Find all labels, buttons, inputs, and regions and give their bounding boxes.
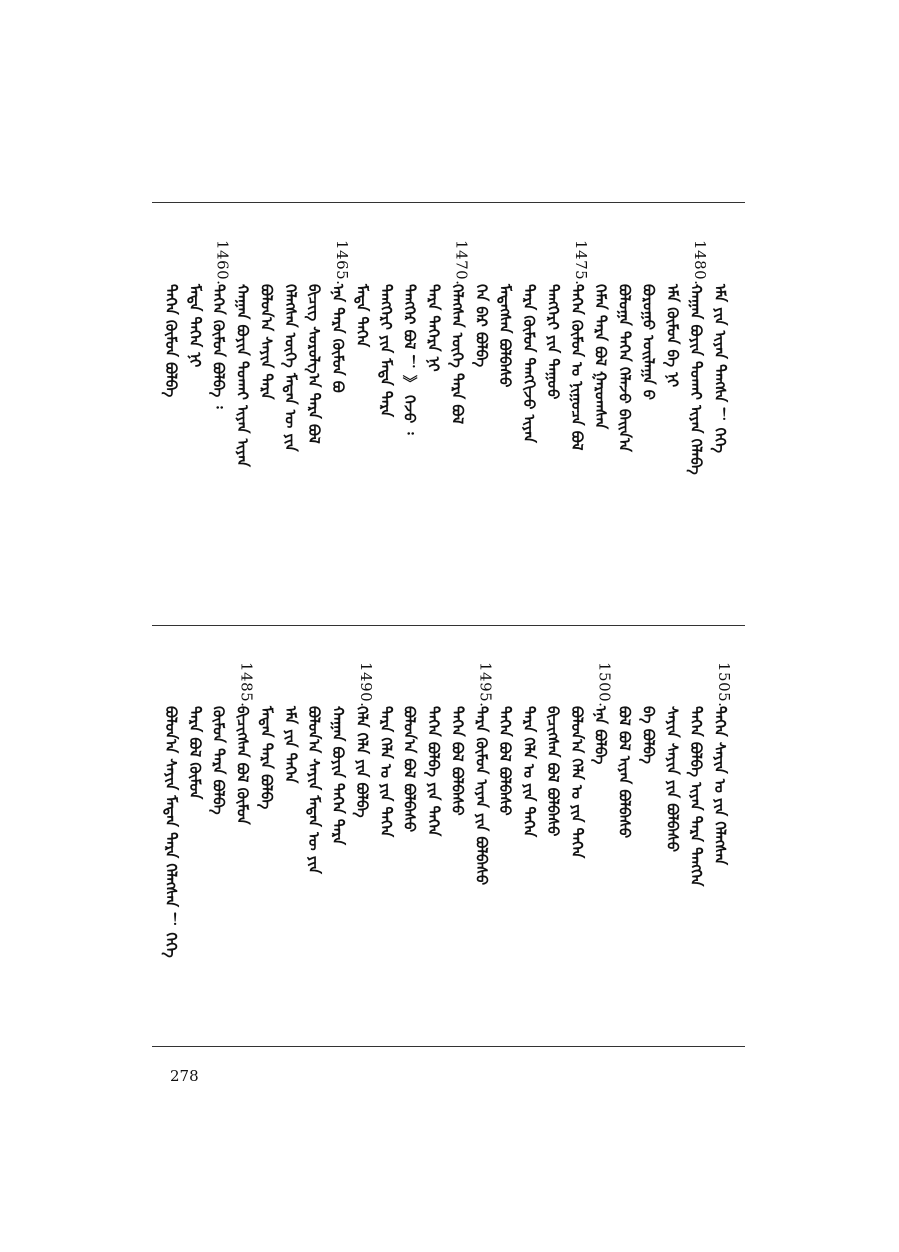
- verse-column: [161, 638, 186, 1038]
- middle-rule: [152, 625, 745, 626]
- verse-line: ᠲᠡᠭᠡᠨ ᠪᠣᠯᠪᠠ ᠶᠢᠨ ᠲᠡᠭᠡᠨ: [424, 706, 443, 837]
- verse-line: ᠮᠡᠳᠡᠨ ᠲᠡᠷᠡ ᠪᠣᠯᠪᠠ: [257, 706, 276, 810]
- verse-line: ᠲᠡᠷᠡ ᠪᠣᠯ ᠬᠦᠮᠦᠨ: [185, 706, 204, 800]
- verse-line: ᠪᠢᠴᠢᠭ ᠰᠤᠷᠤᠯᠭ᠎ᠠ ᠲᠡᠷᠡ ᠪᠣᠯ: [305, 284, 324, 444]
- verse-column: [713, 638, 735, 1038]
- verse-column: [522, 216, 544, 616]
- verse-column: [450, 216, 472, 616]
- verse-column: [567, 638, 592, 1038]
- verse-line: ᠲᠡᠭᠡᠨ ᠬᠦᠮᠦᠨ ᠪᠣᠯᠪᠠ: [161, 284, 180, 398]
- verse-line: ᠡᠨᠡ ᠪᠣᠯᠪᠠ: [591, 706, 610, 765]
- verse-column: [161, 216, 186, 616]
- verse-column: [498, 216, 520, 616]
- verse-line: ᠪᠢᠴᠢᠭᠰᠡᠨ ᠪᠣᠯ ᠪᠣᠯᠪᠠᠰᠤ: [543, 706, 562, 837]
- verse-line: ᠲᠡᠷᠡ ᠬᠡᠯᠡ ᠤ ᠶᠢᠨ ᠲᠡᠭᠡᠨ: [520, 706, 538, 838]
- verse-column: [307, 216, 329, 616]
- verse-column: [352, 638, 377, 1038]
- verse-column: [400, 638, 425, 1038]
- verse-column: [283, 216, 305, 616]
- verse-line: ᠬᠡᠯᠡᠭᠰᠡᠨ ᠦᠭᠡ ᠲᠡᠷᠡ ᠪᠣᠯ: [448, 284, 467, 425]
- verse-column: [400, 216, 425, 616]
- verse-column: [615, 216, 640, 616]
- verse-column: [641, 216, 663, 616]
- verse-line: ᠲᠡᠭᠡᠨ ᠬᠦᠮᠦᠨ ᠪᠣᠯᠪᠠ ᠄: [209, 284, 228, 409]
- line-number: 1485.: [237, 662, 256, 708]
- verse-line: ᠲᠡᠷᠡ ᠬᠦᠮᠦᠨ ᠢᠶᠡᠨ ᠶᠢᠨ ᠪᠣᠯᠪᠠᠰᠤ: [472, 706, 491, 886]
- verse-column: [450, 638, 472, 1038]
- line-number: 1480.: [691, 240, 710, 286]
- verse-line: ᠪᠣᠯᠤᠨ᠎ᠠ ᠰᠠᠶᠢᠨ ᠲᠡᠷᠡ: [257, 284, 276, 400]
- verse-column: [259, 638, 281, 1038]
- verse-column: [689, 638, 711, 1038]
- verse-line: ᠪᠣᠯᠤᠨ᠎ᠠ ᠰᠠᠶᠢᠨ ᠮᠡᠳᠡᠨ ᠲᠡᠷᠡ ᠬᠡᠯᠡᠭᠰᠡᠨ ！ ᠬᠡᠭᠡ: [161, 706, 180, 958]
- verse-line: ᠮᠡᠳᠡᠭᠰᠡᠨ ᠪᠣᠯᠪᠠᠰᠤ: [496, 284, 515, 388]
- page-number: 278: [170, 1067, 199, 1085]
- verse-line: ᠲᠡᠩᠭᠡᠷᠢ ᠶᠢᠨ ᠳᠠᠭᠤᠤ: [543, 284, 562, 400]
- verse-column: [233, 638, 258, 1038]
- verse-column: [567, 216, 592, 616]
- verse-line: ᠡᠮᠡ ᠶᠢᠨ ᠢᠶᠡᠨ ᠲᠠᠩᠰᠠ ！ ᠬᠡᠭᠡ: [711, 284, 729, 453]
- verse-line: ᠡᠮᠡ ᠶᠢᠨ ᠲᠡᠭᠡᠨ: [281, 706, 300, 784]
- verse-column: [259, 216, 281, 616]
- verse-column: [331, 638, 353, 1038]
- verse-column: [543, 216, 568, 616]
- verse-column: [233, 216, 258, 616]
- verse-line: ᠬᠠᠭᠠᠨ ᠪᠣᠶᠢᠨ ᠲᠡᠭᠡᠨ ᠲᠡᠷᠡ: [329, 706, 347, 845]
- verse-line: ᠡᠨᠡ ᠲᠡᠷᠡ ᠬᠦᠮᠦᠨ ᠪᠣ: [329, 284, 347, 393]
- line-number: 1500.: [595, 662, 614, 708]
- verse-column: [689, 216, 711, 616]
- verse-line: ᠰᠠᠶᠢᠨ ᠰᠠᠶᠢᠨ ᠶᠢᠨ ᠪᠣᠯᠪᠠᠰᠤ: [663, 706, 682, 852]
- line-number: 1460.: [213, 240, 232, 286]
- verse-column: [331, 216, 353, 616]
- verse-column: [713, 216, 735, 616]
- line-number: 1465.: [333, 240, 351, 286]
- verse-line: ᠲᠡᠭᠡᠨ ᠪᠣᠯ ᠪᠣᠯᠪᠠᠰᠤ: [496, 706, 515, 816]
- verse-line: ᠲᠡᠩᠭᠡᠷᠢ ᠶᠢᠨ ᠮᠡᠳᠡ ᠲᠡᠷᠡ: [376, 284, 395, 418]
- verse-column: [474, 216, 496, 616]
- verse-line: ᠪᠣᠯᠤᠨ᠎ᠠ ᠪᠣᠯ ᠪᠣᠯᠪᠠᠰᠤ: [400, 706, 419, 833]
- verse-column: [591, 638, 616, 1038]
- verse-column: [376, 638, 401, 1038]
- verse-column: [307, 638, 329, 1038]
- verse-line: ᠪᠢᠴᠢᠭᠰᠡᠨ ᠪᠣᠯ ᠬᠦᠮᠦᠨ: [233, 706, 252, 825]
- bottom-rule: [152, 1046, 745, 1047]
- verse-line: ᠲᠡᠭᠡᠨ ᠪᠣᠯ ᠪᠣᠯᠪᠠᠰᠤ: [448, 706, 467, 816]
- verse-column: [376, 216, 401, 616]
- verse-column: [424, 216, 449, 616]
- line-number: 1475.: [571, 240, 590, 286]
- verse-column: [209, 216, 234, 616]
- verse-column: [615, 638, 640, 1038]
- verse-column: [498, 638, 520, 1038]
- verse-column: [641, 638, 663, 1038]
- verse-line: ᠮᠡᠳᠡ ᠲᠡᠭᠡᠨ ᠨᠢ: [185, 284, 204, 368]
- verse-column: [424, 638, 449, 1038]
- verse-line: ᠪᠣᠯᠣᠭᠠ ᠲᠡᠭᠡᠨ ᠬᠡᠯᠡᠵᠦ ᠪᠠᠢᠨ᠎ᠠ: [615, 284, 634, 452]
- verse-line: ᠬᠠᠭᠠᠨ ᠪᠣᠶᠢᠨ ᠲᠤᠬᠠᠢ ᠢᠶᠡᠨ ᠢᠶᠡᠨ: [233, 284, 252, 467]
- lower-verse-block: [152, 638, 745, 1038]
- verse-line: ᠲᠡᠭᠡᠨ ᠬᠦᠮᠦᠨ ᠤ ᠨᠢᠭᠤᠴᠠ ᠪᠣᠯ: [567, 284, 586, 451]
- verse-line: ᠲᠡᠭᠡᠨ ᠪᠣᠯᠪᠠ ᠢᠶᠡᠨ ᠲᠡᠷᠡ ᠲᠡᠩᠭᠡᠨ: [687, 706, 706, 887]
- verse-column: [352, 216, 377, 616]
- verse-line: ᠬᠡᠨ ᠪᠠᠷ ᠪᠣᠯᠪᠠ: [472, 284, 491, 368]
- verse-line: ᠬᠡᠯᠡᠭᠰᠡᠨ ᠦᠭᠡ ᠮᠡᠳᠡᠨ ᠦ ᠶᠢᠨ: [281, 284, 300, 452]
- verse-column: [185, 216, 210, 616]
- verse-column: [665, 638, 687, 1038]
- verse-line: ᠮᠡᠳᠡ ᠲᠡᠭᠡᠨ: [352, 284, 371, 348]
- verse-column: [185, 638, 210, 1038]
- verse-line: ᠬᠠᠭᠠᠨ ᠪᠣᠶᠢᠨ ᠲᠤᠬᠠᠢ ᠢᠶᠡᠨ ᠬᠡᠯᠡᠪᠡ: [687, 284, 706, 475]
- verse-column: [665, 216, 687, 616]
- verse-line: ᠲᠡᠩᠭᠡᠷ ᠪᠣᠯ ！ 》 ᠭᠡᠵᠦ ᠄: [400, 284, 419, 435]
- verse-line: ᠪᠤᠷᠤᠭᠤ ᠣᠢᠯᠠᠭᠠ ᠪ: [639, 284, 658, 400]
- verse-line: ᠲᠡᠷᠡ ᠬᠦᠮᠦᠨ ᠲᠡᠩᠭᠢᠵᠦ ᠢᠶᠡᠨ: [520, 284, 538, 443]
- verse-line: ᠪᠣᠯᠤᠨ᠎ᠠ ᠰᠠᠶᠢᠨ ᠮᠡᠳᠡᠨ ᠦ ᠶᠢᠨ: [305, 706, 324, 874]
- verse-line: ᠪᠠ ᠪᠣᠯᠪᠠ: [639, 706, 658, 764]
- verse-column: [543, 638, 568, 1038]
- verse-column: [283, 638, 305, 1038]
- line-number: 1505.: [715, 662, 733, 708]
- verse-line: ᠬᠡᠮᠡᠨ ᠲᠡᠷᠡ ᠪᠣᠯ ᠭᠠᠷᠤᠭᠰᠠᠨ: [591, 284, 610, 430]
- line-number: 1495.: [476, 662, 495, 708]
- verse-column: [474, 638, 496, 1038]
- verse-line: ᠲᠡᠭᠡᠨ ᠰᠠᠶᠢᠨ ᠤ ᠶᠢᠨ ᠬᠡᠯᠡᠭᠰᠡᠨ: [711, 706, 729, 865]
- verse-column: [591, 216, 616, 616]
- line-number: 1490.: [356, 662, 375, 708]
- verse-line: ᠡᠮᠡ ᠬᠦᠮᠦᠨ ᠪᠠ ᠨᠢ: [663, 284, 682, 388]
- top-rule: [152, 202, 745, 203]
- verse-line: ᠲᠡᠷᠡ ᠳᠡᠭᠡᠷᠡ ᠨᠢ: [424, 284, 443, 372]
- verse-line: ᠪᠣᠯᠤᠨ᠎ᠠ ᠬᠡᠯᠡ ᠤ ᠶᠢᠨ ᠲᠡᠭᠡᠨ: [567, 706, 586, 859]
- verse-column: [209, 638, 234, 1038]
- upper-verse-block: [152, 216, 745, 616]
- verse-line: ᠬᠡᠯᠡ ᠬᠡᠯᠡ ᠶᠢᠨ ᠪᠣᠯᠪᠠ: [352, 706, 371, 818]
- verse-column: [522, 638, 544, 1038]
- verse-line: ᠲᠡᠷᠡ ᠬᠡᠯᠡ ᠤ ᠶᠢᠨ ᠲᠡᠭᠡᠨ: [376, 706, 395, 838]
- line-number: 1470.: [452, 240, 471, 286]
- verse-line: ᠪᠣᠯ ᠪᠣᠯ ᠢᠶᠡᠨ ᠪᠣᠯᠪᠠᠰᠤ: [615, 706, 634, 839]
- verse-line: ᠬᠦᠮᠦᠨ ᠲᠡᠷᠡ ᠪᠣᠯᠪᠠ: [209, 706, 228, 815]
